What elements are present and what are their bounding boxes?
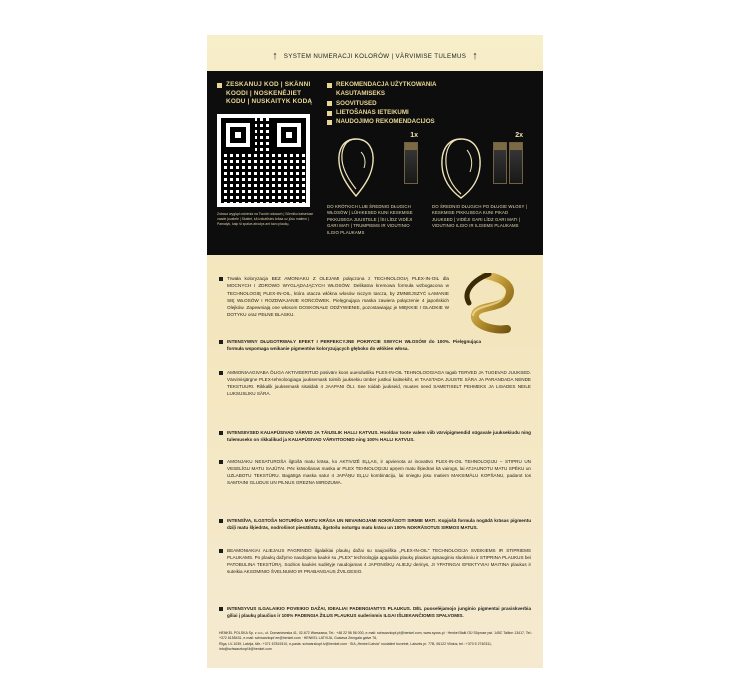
square-bullet-icon bbox=[217, 83, 222, 88]
dose-quantity-1: 1x bbox=[410, 131, 418, 139]
usage-heading-et2: SOOVITUSED bbox=[336, 99, 377, 107]
usage-recommendation-section bbox=[323, 71, 543, 255]
description-lv bbox=[219, 458, 531, 486]
square-bullet-icon bbox=[327, 120, 332, 125]
contact-line-1: HENKEL POLSKA Sp. z o.o., ul. Domaniewska 41, 02-672 Warszawa, Tel.: +48 22 56 56 000, e-mail: schwarzkopf.pl@henkel.com, www.syoss.pl · Henkel Balti OÜ Sõpruse pst. 145C Tallinn 13417, Tel.: +372 6155431, e-mail: schwarzkopf.ee@henkel.com · HENKEL LATVIJA, Gustava Zemgala gatve 76, bbox=[219, 631, 533, 641]
colour-numbering-label: SYSTEM NUMERACJI KOLORÓW | VÄRVIMISE TULEMUS bbox=[283, 52, 467, 60]
description-et-text: AMMONIAAGIVABA ÕLIGA AKTIVEERITUD püsivärv koos uuendusliku PLEX-IN-OIL TEHNOLOOGIAGA tagab TERVED JA TUGEVAD JUUKSED. Värvimisjärgne PLEX-tehnoloogiaga juuksemask toimib juuksekiu ümber justkui kaitsekiht, et TAASTADA JUUSTE SÄRA JA PARANDADA NENDE TEKSTUURI. Rikkalik juuksemask sisaldab 4 JAAPANI ÕLI. See toidab juukseid, muutes need SAMETISELT PEHMEKS JA LISADES NEILE LUKSUSLIKU SÄRA. bbox=[227, 370, 531, 397]
qr-code[interactable] bbox=[217, 114, 310, 207]
instructions-band bbox=[207, 71, 543, 255]
package-back-panel bbox=[207, 35, 543, 668]
usage-heading-lt: NAUDOJIMO REKOMENDACIJOS bbox=[336, 118, 435, 126]
square-bullet-icon bbox=[219, 549, 223, 553]
description-pl-text: Trwała koloryzacja BEZ AMONIAKU Z OLEJAMI połączona z TECHNOLOGIĄ PLEX-IN-OIL dla MOCNYCH I ZDROWO WYGLĄDAJĄCYCH WŁOSÓW. Delikatna kremowa formuła wzbogacona w TECHNOLOGIĘ PLEX-IN-OIL, która otacza włókna włosów niczym tarcza, by ZMNIEJSZYĆ ŁAMANIE SIĘ WŁOSÓW I ROZDWAJANIE KOŃCÓWEK. Pielęgnująca maska zawiera połączenie 4 japońskich Olejków. Zapewniają one włosom DOSKONAŁE ODŻYWIENIE, pozostawiając je MIĘKKIE I GŁADKIE W DOTYKU oraz PEŁNE BLASKU. bbox=[227, 276, 449, 318]
colour-tube-icon bbox=[404, 142, 418, 184]
colour-numbering-bar bbox=[207, 47, 543, 65]
qr-code-icon bbox=[221, 118, 306, 203]
scan-code-heading: ZESKANUJ KOD | SKÄNNI KOODI | NOSKENĒJIET KODU | NUSKAITYK KODĄ bbox=[226, 81, 313, 106]
square-bullet-icon bbox=[219, 340, 223, 344]
colour-tube-icon bbox=[509, 142, 523, 184]
square-bullet-icon bbox=[219, 607, 223, 611]
hair-swirl-icon bbox=[455, 273, 533, 335]
claim-pl-text: INTENSYWNY DŁUGOTRWAŁY EFEKT I PERFEKCYJNE POKRYCIE SIWYCH WŁOSÓW do 100%. Pielęgnująca formuła wspomaga wnikanie pigmentów koloryzujących głęboko do włókien włosa. bbox=[227, 339, 481, 352]
square-bullet-icon bbox=[327, 83, 332, 88]
description-et bbox=[219, 369, 531, 397]
contact-line-2: Rīga, LV-1039, Latvija, tālr.: +371 67819310, e-pasts: schwarzkopf.lv@henkel.com · SIA „Henkel Latvia" nuolatinė buveinė, Laisvės pr. 77B, 06122 Vilnius; tel.: +370 5 2740311, info@schwarzkopf.lt@henkel.com bbox=[219, 641, 492, 651]
description-pl bbox=[219, 275, 449, 319]
description-lt-text: BEAMONIAKIAI ALIEJAUS PAGRINDO ilgalaikiai plaukų dažai su naujoviška „PLEX-IN-OIL" TECHNOLOGIJA SVEIKIEMS IR STIPRIEMS PLAUKAMS. Po plaukų dažymo naudojama kaukė su „PLEX" technologija apgaubia plaukų plaukus apsauginiu sluoksniu ir STIPRINA PLAUKUS bei PATOBULINA TEKSTŪRĄ. Sodrios kaukės sudėtyje naudojamas 4 JAPONIŠKŲ ALIEJŲ derinys, JI YPATINGAI EFEKTYVIAI MAITINA plaukus ir suteikia AKSOMINIO ŠVELNUMO IR PRABANGAUS ŽVILGESIO. bbox=[227, 548, 531, 575]
manufacturer-contact-info bbox=[219, 631, 535, 652]
dose-quantity-2: 2x bbox=[515, 131, 523, 139]
usage-heading-lv: LIETOŠANAS IETEIKUMI bbox=[336, 109, 409, 117]
description-lt bbox=[219, 547, 531, 575]
face-short-hair-icon bbox=[333, 136, 379, 200]
claim-lt-text: INTENSYVUS ILGALAIKIO POVEIKIO DAŽAI, IDEALIAI PADENGIANTYS PLAUKUS. DĖL puoselėjamojo junginio pigmentai prasiskverbia giliai į plaukų plaučius ir 100% PADENGIA ŽILUS PLAUKUS suderinmis ILGAI IŠLIEKANČIOMIS SPALVOMIS. bbox=[227, 606, 531, 619]
usage-heading-pl: REKOMENDACJA UŻYTKOWANIA bbox=[336, 81, 437, 88]
square-bullet-icon bbox=[219, 431, 223, 435]
usage-panel-long-hair bbox=[432, 130, 527, 236]
claim-pl bbox=[219, 338, 481, 352]
square-bullet-icon bbox=[327, 111, 332, 116]
colour-tube-icon bbox=[493, 142, 507, 184]
claim-lv-text: INTENSĪVA, ILGSTOŠA NOTURĪGA MATU KRĀSA UN NEVAINOJAMI NOKRĀSOTI SIRMIE MATI. Kopjošā formula nogādā krāsas pigmentu dziļi matu šķiedrās, nodrošinot piesātinātu, ilgstošu noturīgu matu krāsu un 100% NOKRĀSOTUS SIRMOS MATUS. bbox=[227, 518, 531, 531]
description-lv-text: AMONJAKU NESATUROŠA ilgtošā matu krāsa, ko AKTIVIZĒ EĻĻAS, ir apvienota ar inovatīvo PLEX-IN-OIL TEHNOLOĢIJU – STIPRU UN VESELĪGU MATU SAJŪTAI. Pēc krāsošanas maska ar PLEX TEHNOLOĢIJU apņem matu šķiedras kā vairogs, lai ATJAUNOTU MATU SPĒKU un UZLABOTU TEKSTŪRU. Bagātīgā maska satur 4 JAPĀŅU EĻĻU kombināciju, lai sniegtu jūsu matiem MAKSIMĀLU KOPŠANU, padarot tos SAMTAINI GLUDUS UN PILNUS GREZNA MIRDZUMA. bbox=[227, 459, 531, 486]
square-bullet-icon bbox=[327, 101, 332, 106]
usage-caption-long: DO ŚREDNIO DŁUGICH PO DŁUGIE WŁOSY | KESKMISE PIKKUSEGA KUNI PIKAD JUUKSED | VIDĒJI GARI LĪDZ GARI MATI | VIDUTINIO ILGIO IR ILGIEMS PLAUKAMS bbox=[432, 203, 527, 229]
tube-group-1 bbox=[404, 142, 418, 184]
square-bullet-icon bbox=[219, 519, 223, 523]
claim-lt bbox=[219, 605, 531, 619]
square-bullet-icon bbox=[219, 371, 223, 375]
usage-caption-short: DO KRÓTKICH LUB ŚREDNIO DŁUGICH WŁOSÓW | LÜHIKESED KUNI KESKMISE PIKKUSEGA JUUSTELE | ĪSI LĪDZ VIDĒJI GARI MATI | TRUMPIEMS IR VIDUTINIO ILGIO PLAUKAMS bbox=[327, 203, 413, 235]
scan-code-section bbox=[207, 71, 323, 255]
usage-panel-short-hair bbox=[327, 130, 422, 236]
square-bullet-icon bbox=[219, 277, 223, 281]
arrow-up-left-icon: ↑ bbox=[272, 49, 278, 62]
claim-et-text: INTENSIIVSED KAUAPÜSIVAD VÄRVID JA TÄIUSLIK HALLI KATVUS. Hooldav toote valem viib värvipigmendid sügavale juuksekiudu ning tulemuseks on rikkalikud ja KAUAPÜSIVAD VÄRVITOONID ning 100% HALLI KATVUS. bbox=[227, 430, 531, 443]
arrow-up-right-icon: ↑ bbox=[472, 49, 478, 62]
qr-code-note: Zobacz wygląd odcienia na Twoich włosach | Sõrmiku katsetuse vaade juustele | Skatiet, kā izskatīsies krāsa uz jūsu matiem | Pamatyk, kaip ši spalva atrodys ant tavo plaukų. bbox=[217, 211, 314, 226]
claim-et bbox=[219, 429, 531, 443]
face-long-hair-icon bbox=[438, 136, 484, 200]
usage-heading-et: KASUTAMISEKS bbox=[336, 90, 386, 98]
claim-lv bbox=[219, 517, 531, 531]
tube-group-2 bbox=[493, 142, 523, 184]
square-bullet-icon bbox=[219, 460, 223, 464]
